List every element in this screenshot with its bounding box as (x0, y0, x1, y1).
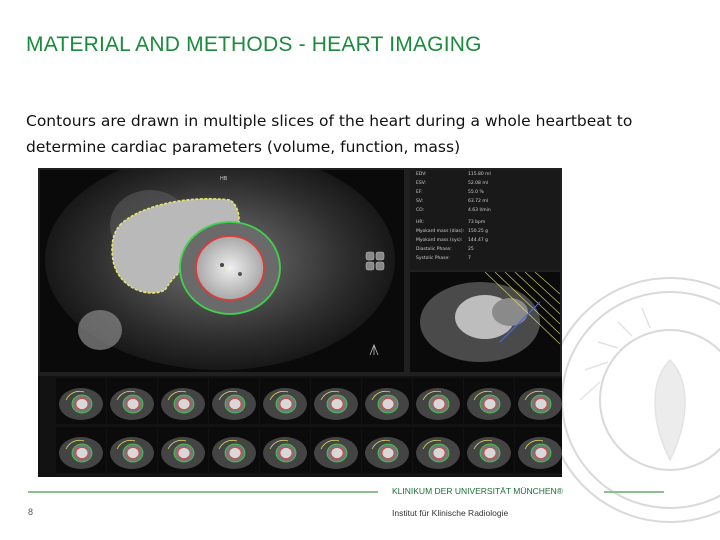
svg-text:HB: HB (220, 176, 228, 182)
short-axis-image-view[interactable] (40, 170, 404, 372)
slice-thumbnail[interactable] (311, 427, 361, 473)
param-row: HR: 73 bpm (416, 220, 486, 225)
cardiac-mri-viewer[interactable] (38, 168, 562, 477)
param-row: EDV: 115.80 ml (416, 172, 491, 177)
param-row: CO: 4.63 l/min (416, 208, 491, 213)
slide-body-text: Contours are drawn in multiple slices of the heart during a whole heartbeat to determine cardiac parameters (volume, function, mass) (26, 112, 633, 156)
param-row: Systolic Phase: 7 (416, 256, 471, 261)
slice-thumbnail[interactable] (413, 378, 463, 424)
slice-thumbnail[interactable] (362, 378, 412, 424)
slice-thumbnail[interactable] (413, 427, 463, 473)
long-axis-localizer-view[interactable] (410, 272, 560, 372)
slice-thumbnail[interactable] (158, 427, 208, 473)
slice-thumbnail[interactable] (56, 427, 106, 473)
slice-thumbnail[interactable] (107, 427, 157, 473)
slice-thumbnail[interactable] (56, 378, 106, 424)
page-number: 8 (28, 507, 34, 517)
param-row: Myokard mass (dias): 150.25 g (416, 229, 489, 234)
footer-divider (28, 491, 378, 493)
param-row: SV: 63.72 ml (416, 199, 488, 204)
slice-thumbnail[interactable] (362, 427, 412, 473)
slice-thumbnail[interactable] (158, 378, 208, 424)
slice-thumbnail[interactable] (515, 427, 562, 473)
slide-title: MATERIAL AND METHODS - HEART IMAGING (26, 33, 482, 56)
institute-name: Institut für Klinische Radiologie (392, 508, 509, 518)
footer-divider (604, 491, 664, 493)
clinic-name: KLINIKUM DER UNIVERSITÄT MÜNCHEN® (392, 486, 563, 496)
slice-thumbnail[interactable] (464, 378, 514, 424)
slice-thumbnail[interactable] (515, 378, 562, 424)
param-row: ESV: 52.08 ml (416, 181, 488, 186)
param-row: Myokard mass (sys): 144.47 g (416, 238, 489, 243)
param-row: Diastolic Phase: 25 (416, 247, 474, 252)
parameters-panel (410, 170, 560, 270)
slice-thumbnail[interactable] (209, 378, 259, 424)
slice-thumbnail[interactable] (260, 427, 310, 473)
slice-thumbnail[interactable] (107, 378, 157, 424)
slice-thumbnail[interactable] (464, 427, 514, 473)
param-row: EF: 55.0 % (416, 190, 484, 195)
slice-thumbnail[interactable] (311, 378, 361, 424)
slice-thumbnail[interactable] (209, 427, 259, 473)
lv-endocardial-contour (196, 236, 264, 300)
slice-thumbnail[interactable] (260, 378, 310, 424)
